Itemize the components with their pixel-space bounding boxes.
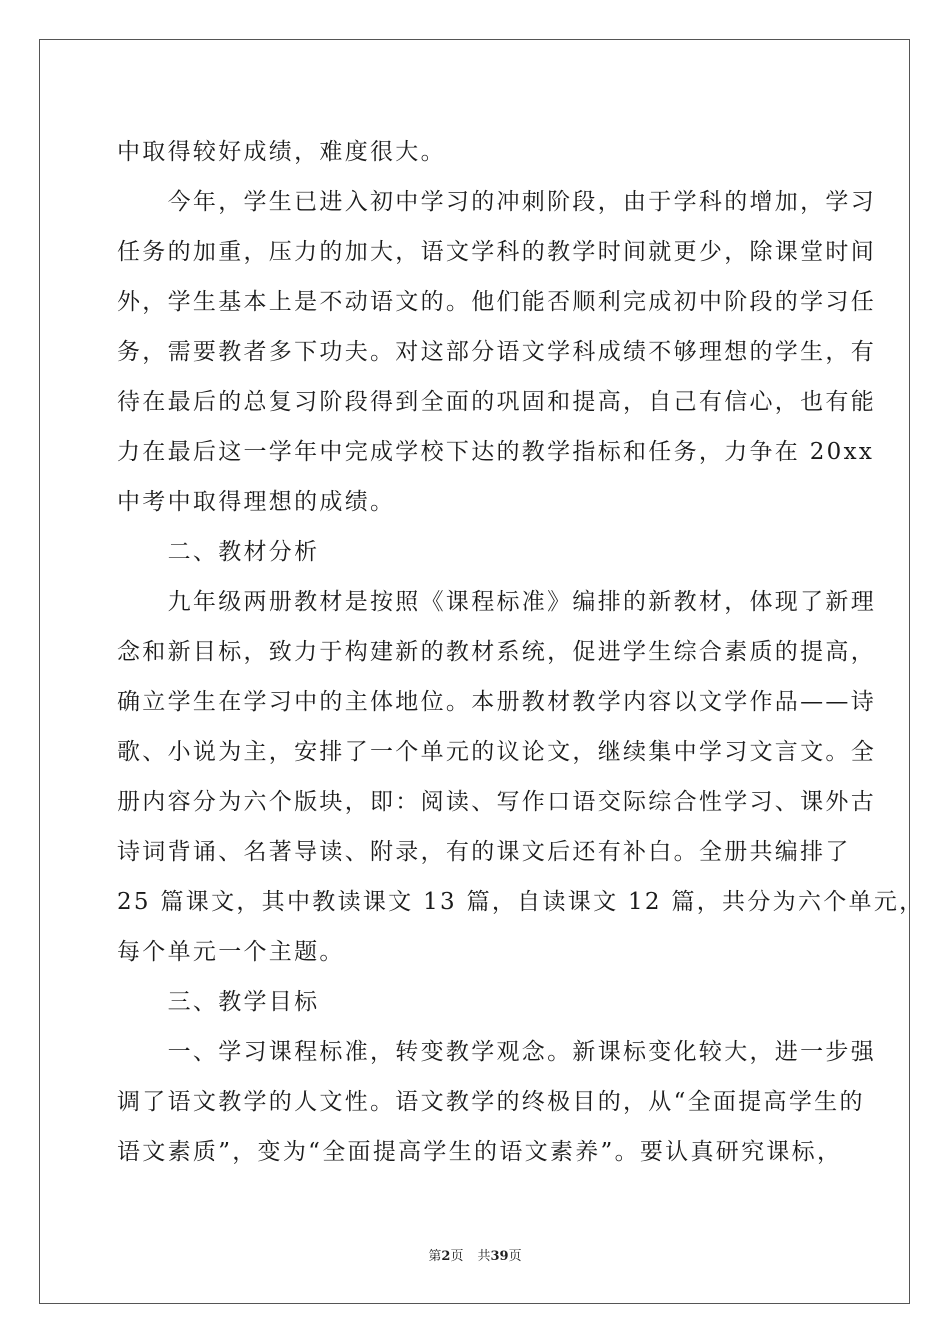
footer-total-suffix: 页 (508, 1249, 522, 1264)
text-line: 确立学生在学习中的主体地位。本册教材教学内容以文学作品——诗 (117, 689, 876, 715)
text-line: 待在最后的总复习阶段得到全面的巩固和提高，自己有信心，也有能 (117, 389, 876, 415)
footer-prefix: 第 (428, 1249, 442, 1264)
section-heading: 三、教学目标 (117, 989, 320, 1015)
text-line: 一、学习课程标准，转变教学观念。新课标变化较大，进一步强 (117, 1039, 876, 1065)
text-line: 中考中取得理想的成绩。 (117, 489, 396, 515)
current-page-number: 2 (441, 1249, 451, 1264)
text-line: 调了语文教学的人文性。语文教学的终极目的，从“全面提高学生的 (117, 1089, 865, 1115)
text-line: 歌、小说为主，安排了一个单元的议论文，继续集中学习文言文。全 (117, 739, 876, 765)
page-footer (0, 1245, 950, 1264)
text-line: 诗词背诵、名著导读、附录，有的课文后还有补白。全册共编排了 (117, 839, 851, 865)
text-line: 九年级两册教材是按照《课程标准》编排的新教材，体现了新理 (117, 589, 876, 615)
total-pages-number: 39 (490, 1249, 509, 1264)
text-line: 外，学生基本上是不动语文的。他们能否顺利完成初中阶段的学习任 (117, 289, 876, 315)
text-line: 25 篇课文，其中教读课文 13 篇，自读课文 12 篇，共分为六个单元， (117, 889, 925, 915)
text-line: 每个单元一个主题。 (117, 939, 345, 965)
text-line: 册内容分为六个版块，即：阅读、写作口语交际综合性学习、课外古 (117, 789, 876, 815)
text-line: 语文素质”，变为“全面提高学生的语文素养”。要认真研究课标， (117, 1139, 843, 1165)
text-line: 中取得较好成绩，难度很大。 (117, 139, 446, 165)
text-line: 务，需要教者多下功夫。对这部分语文学科成绩不够理想的学生，有 (117, 339, 876, 365)
text-line: 念和新目标，致力于构建新的教材系统，促进学生综合素质的提高， (117, 639, 876, 665)
text-line: 任务的加重，压力的加大，语文学科的教学时间就更少，除课堂时间 (117, 239, 876, 265)
footer-total-prefix: 共 (477, 1249, 491, 1264)
text-line: 力在最后这一学年中完成学校下达的教学指标和任务，力争在 20xx (117, 439, 875, 465)
footer-page-suffix: 页 (450, 1249, 464, 1264)
text-line: 今年，学生已进入初中学习的冲刺阶段，由于学科的增加，学习 (117, 189, 876, 215)
document-body (117, 127, 925, 1177)
section-heading: 二、教材分析 (117, 539, 320, 565)
